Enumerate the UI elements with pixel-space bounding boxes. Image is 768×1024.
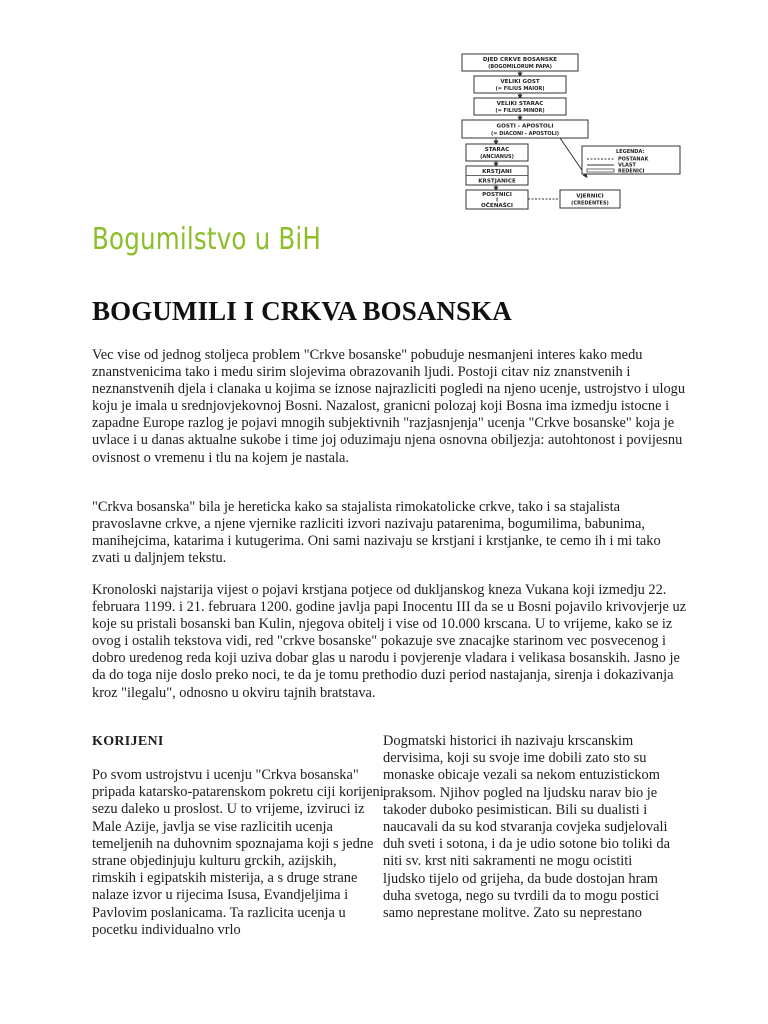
svg-text:(= FILIUS MINOR): (= FILIUS MINOR) bbox=[495, 108, 545, 114]
svg-text:(BOGOMILORUM PAPA): (BOGOMILORUM PAPA) bbox=[488, 64, 552, 70]
svg-text:KRSTJANI: KRSTJANI bbox=[482, 169, 512, 175]
svg-text:VLAST: VLAST bbox=[618, 162, 636, 169]
svg-text:KRSTJANICE: KRSTJANICE bbox=[478, 178, 516, 185]
svg-text:GOSTI - APOSTOLI: GOSTI - APOSTOLI bbox=[496, 123, 554, 130]
diagram-box-krstjani bbox=[466, 166, 528, 185]
svg-text:LEGENDA:: LEGENDA: bbox=[616, 149, 645, 155]
paragraph-dogmatski: Dogmatski historici ih nazivaju krscanskim dervisima, koji su svoje ime dobili zato sto su monaske obicaje vezali sa nekom entuzistickom praksom. Njihov pogled na ljudsku narav bio je takoder duboko pesimistican. Bili su dualisti i naucavali da su kod stvaranja covjeka sudjelovali duh sveti i sotona, i da je udio sotone bio toliki da niti sv. krst niti sakramenti ne mogu ocistiti ljudsko tijelo od grijeha, da bude dostojan hram duha svetoga, nego su tvrdili da to mogu postici samo neprestane molitve. Zato su neprestano bbox=[383, 733, 670, 922]
column-right bbox=[383, 733, 675, 922]
svg-text:I: I bbox=[496, 197, 498, 204]
diagram-box-veliki-starac bbox=[474, 98, 566, 115]
diagram-box-postnici bbox=[466, 190, 528, 209]
paragraph-chronology: Kronoloski najstarija vijest o pojavi krstjana potjece od dukljanskog kneza Vukana koji izmedju 22. februara 1199. i 21. februara 1200. godine javlja papi Inocentu III da se u Bosni pojavilo krivovjerje uz koje su pristali bosanski ban Kulin, njegova obitelj i vise od 10.000 krscana. U to vrijeme, kako se iz ovog i ostalih tekstova vidi, red "crkve bosanske" pokazuje sve znacajke starinom vec posvecenog i dobro uredenog reda koji uziva dobar glas u narodu i povjerenje vladara i velikasa bosanskih. Jasno je da do toga nije doslo preko noci, te da je tomu prethodio duzi period nastajanja, sirenja i dokazivanja kroz "ilegalu", odnosno u okviru tajnih bratstava. bbox=[92, 582, 687, 701]
paragraph-intro: Vec vise od jednog stoljeca problem "Crkve bosanske" pobuduje nesmanjeni interes kako medu znanstvenicima tako i medu sirim slojevima obrazovanih ljudi. Postoji citav niz znanstvenih i neznanstvenih djela i clanaka u kojima se iznose najrazliciti pogledi na njeno ucenje, ustrojstvo i ulogu koju je imala u srednjovjekovnoj Bosni. Nazalost, granicni polozaj koji Bosna ima izmedju istocne i zapadne Europe razlog je pojavi mnogih subjektivnih "razjasnjenja" ucenja "Crkve bosanske" koja je uvlace i u danas aktualne sukobe i time joj oduzimaju njena osnovna obiljezja: autohtonost i povijesnu ovisnost o vremenu i tlu na kojem je nastala. bbox=[92, 347, 686, 466]
svg-text:(= DIACONI - APOSTOLI): (= DIACONI - APOSTOLI) bbox=[491, 131, 559, 137]
svg-text:OČENAŠCI: OČENAŠCI bbox=[481, 203, 513, 209]
diagram-box-gosti-apostoli bbox=[462, 120, 588, 138]
svg-text:POSTANAK: POSTANAK bbox=[618, 156, 649, 163]
paragraph-korijeni: Po svom ustrojstvu i ucenju "Crkva bosanska" pripada katarsko-patarenskom pokretu ciji korijeni sezu daleko u proslost. U to vrijeme, izviruci iz Male Azije, javlja se vise razlicitih ucenja temeljenih na duhovnim spoznajama koji s jedne strane objedinjuju kulturu grckih, azijskih, rimskih i egipatskih misterija, a s druge strane nalaze izvor u rijecima Isusa, Evandjeljima i Pavlovim poslanicama. Ta razlicita ucenja u pocetku individualno vrlo bbox=[92, 767, 384, 938]
svg-text:VELIKI STARAC: VELIKI STARAC bbox=[496, 101, 544, 107]
diagram-box-veliki-gost bbox=[474, 76, 566, 93]
column-left bbox=[92, 733, 384, 939]
diagram-box-starac bbox=[466, 144, 528, 161]
site-title: Bogumilstvo u BiH bbox=[92, 222, 322, 257]
svg-text:DJED CRKVE BOSANSKE: DJED CRKVE BOSANSKE bbox=[482, 57, 558, 63]
svg-text:VELIKI GOST: VELIKI GOST bbox=[500, 79, 540, 85]
svg-text:VJERNICI: VJERNICI bbox=[576, 193, 604, 200]
svg-text:(= FILIUS MAIOR): (= FILIUS MAIOR) bbox=[495, 86, 545, 92]
hierarchy-diagram bbox=[456, 52, 686, 210]
svg-text:(CREDENTES): (CREDENTES) bbox=[571, 200, 609, 207]
svg-text:(ANCIANUS): (ANCIANUS) bbox=[480, 154, 514, 160]
diagram-box-djed bbox=[462, 54, 578, 71]
page-title: BOGUMILI I CRKVA BOSANSKA bbox=[92, 296, 512, 326]
svg-text:POSTNICI: POSTNICI bbox=[482, 192, 512, 198]
diagram-legend bbox=[582, 146, 680, 175]
diagram-box-vjernici bbox=[560, 190, 620, 208]
section-heading-korijeni: KORIJENI bbox=[92, 734, 164, 749]
paragraph-heretical: "Crkva bosanska" bila je hereticka kako sa stajalista rimokatolicke crkve, tako i sa stajalista pravoslavne crkve, a njene vjernike razliciti izvori nazivaju patarenima, bogumilima, babunima, manihejcima, katarima i kutugerima. Oni sami nazivaju se krstjani i krstjanke, te cemo ih i mi tako zvati u daljnjem tekstu. bbox=[92, 499, 661, 567]
svg-text:STARAC: STARAC bbox=[484, 147, 510, 153]
svg-text:REDENICI: REDENICI bbox=[618, 168, 645, 175]
